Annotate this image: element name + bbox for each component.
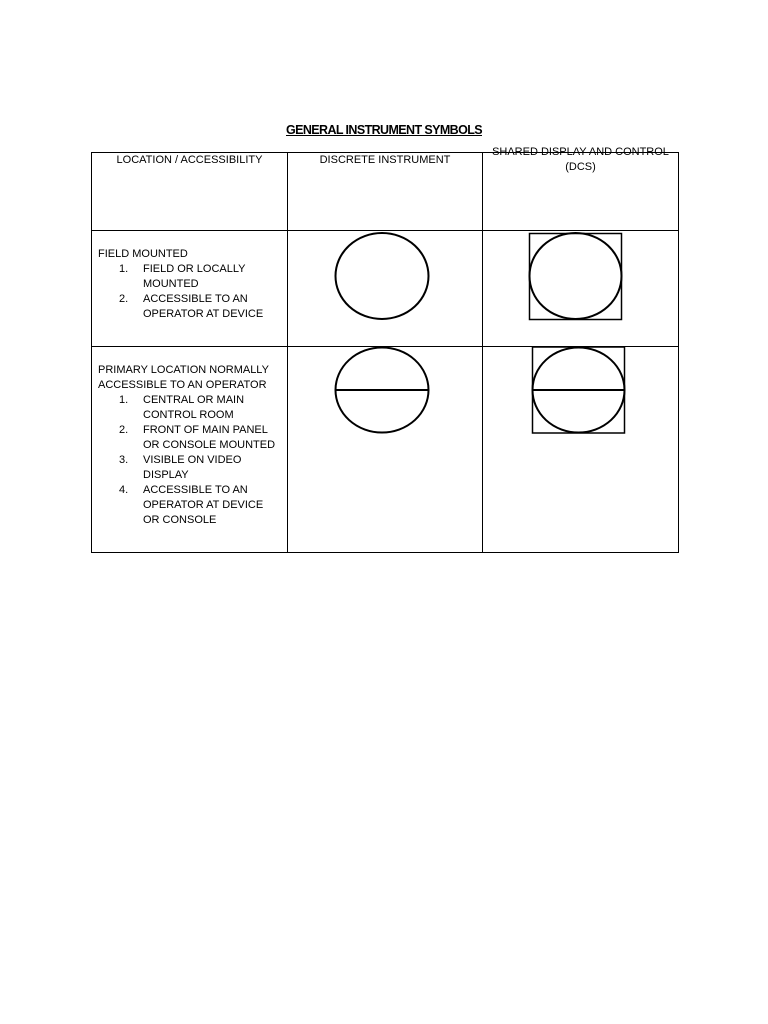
header-discrete-instrument: DISCRETE INSTRUMENT: [288, 153, 483, 231]
shared-symbol-cell: [483, 347, 679, 553]
list-item: 4. ACCESSIBLE TO AN OPERATOR AT DEVICE OR CONSOLE: [119, 484, 264, 526]
location-cell: [92, 231, 288, 347]
discrete-symbol-cell: [288, 231, 483, 347]
table-header-row: [92, 153, 679, 231]
location-list: [98, 262, 281, 322]
table-row: [92, 347, 679, 553]
instrument-symbols-table: [91, 146, 679, 553]
table-row: [92, 231, 679, 347]
list-item: 3. VISIBLE ON VIDEO DISPLAY: [119, 454, 242, 481]
list-item: 1. CENTRAL OR MAIN CONTROL ROOM: [119, 394, 245, 421]
shared-symbol-cell: [483, 231, 679, 347]
list-item: 1. FIELD OR LOCALLY MOUNTED: [119, 263, 246, 290]
location-cell: [92, 347, 288, 553]
location-list: [98, 393, 281, 528]
circle-with-horizontal-line-icon: [288, 347, 483, 536]
circle-in-square-icon: [483, 231, 679, 330]
header-location: LOCATION / ACCESSIBILITY: [92, 153, 288, 231]
list-item: 2. FRONT OF MAIN PANEL OR CONSOLE MOUNTED: [119, 424, 276, 451]
page-title: GENERAL INSTRUMENT SYMBOLS: [286, 123, 482, 137]
discrete-symbol-cell: [288, 347, 483, 553]
list-item: 2. ACCESSIBLE TO AN OPERATOR AT DEVICE: [119, 293, 264, 320]
header-shared-display: SHARED DISPLAY AND CONTROL (DCS): [483, 153, 679, 231]
location-heading: PRIMARY LOCATION NORMALLY ACCESSIBLE TO AN OPERATOR: [98, 364, 269, 391]
location-heading: FIELD MOUNTED: [98, 248, 188, 260]
circle-with-line-in-square-icon: [483, 347, 679, 536]
circle-icon: [288, 231, 483, 330]
